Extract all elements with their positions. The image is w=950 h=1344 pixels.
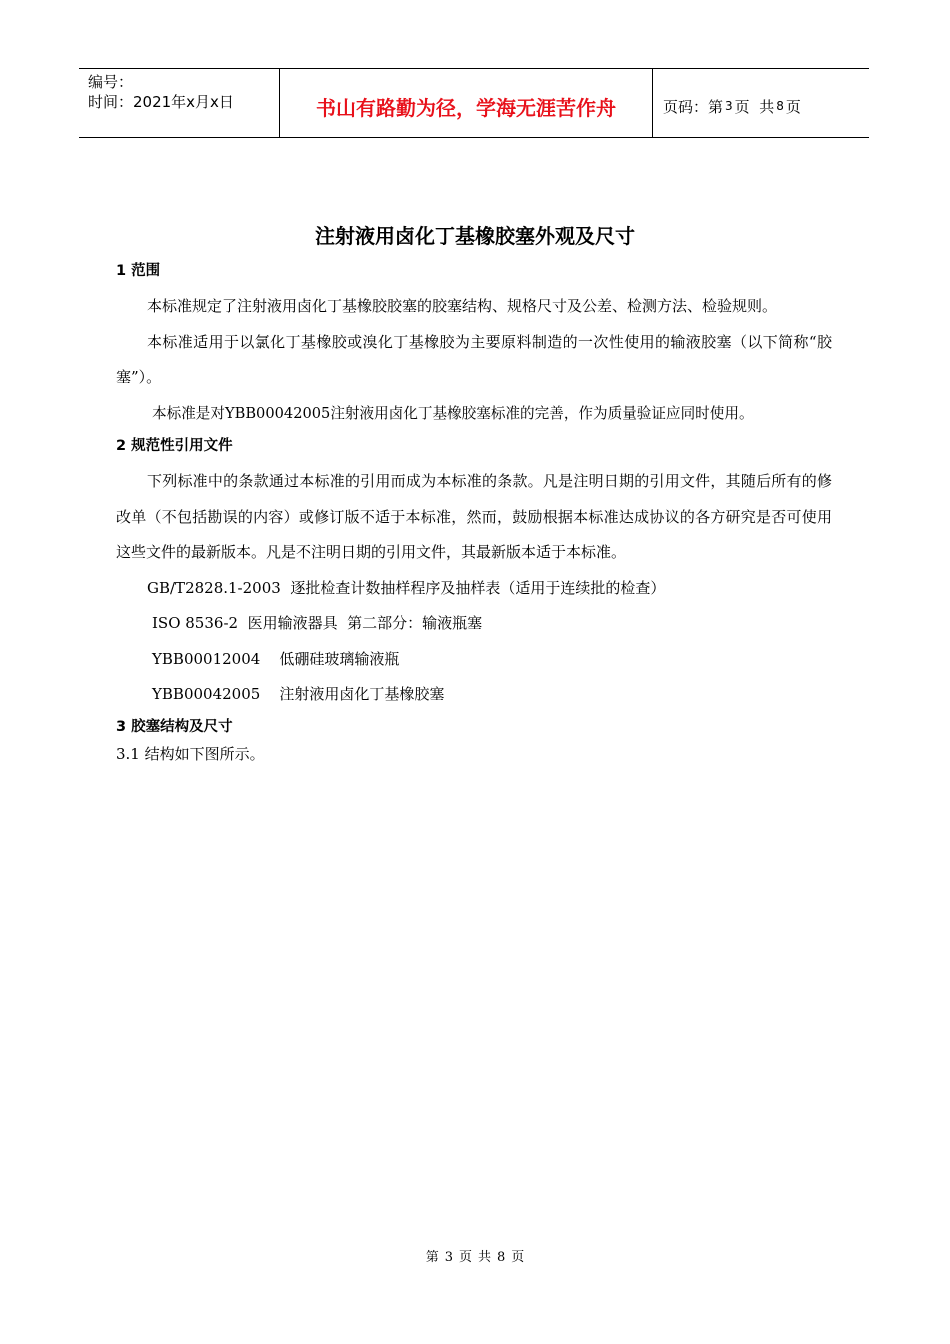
page-current: 3: [725, 99, 733, 113]
doc-time-label: 时间：2021年x月x日: [88, 93, 234, 111]
paragraph: 下列标准中的条款通过本标准的引用而成为本标准的条款。凡是注明日期的引用文件，其随后所有的修改单（不包括勘误的内容）或修订版不适于本标准，然而，鼓励根据本标准达成协议的各方研究是否可使用这些文件的最新版本。凡是不注明日期的引用文件，其最新版本适于本标准。: [116, 472, 832, 561]
section-heading-references: 2 规范性引用文件: [116, 438, 233, 454]
paragraph: 3.1 结构如下图所示。: [116, 744, 265, 763]
section-heading-scope: 1 范围: [116, 263, 161, 279]
paragraph: 本标准适用于以氯化丁基橡胶或溴化丁基橡胶为主要原料制造的一次性使用的输液胶塞（以下简称“胶塞”）。: [116, 332, 832, 386]
paragraph: 本标准规定了注射液用卤化丁基橡胶胶塞的胶塞结构、规格尺寸及公差、检测方法、检验规则。: [147, 297, 778, 315]
reference-item: GB/T2828.1-2003 逐批检查计数抽样程序及抽样表（适用于连续批的检查）: [147, 578, 666, 597]
document-title: 注射液用卤化丁基橡胶塞外观及尺寸: [315, 224, 635, 248]
paragraph: 本标准是对YBB00042005注射液用卤化丁基橡胶塞标准的完善，作为质量验证应同时使用。: [152, 404, 754, 422]
footer-word: 第: [425, 1250, 439, 1265]
page-suffix: 页: [785, 97, 801, 116]
page-total: 8: [776, 99, 784, 113]
footer-word: 页: [511, 1250, 525, 1265]
footer-current-page: 3: [444, 1250, 453, 1265]
header-page-info: [653, 69, 869, 137]
page-prefix: 页码：第: [663, 97, 724, 116]
doc-number-label: 编号：: [88, 73, 134, 91]
reference-item: YBB00042005 注射液用卤化丁基橡胶塞: [152, 685, 445, 703]
footer-word: 共: [478, 1250, 492, 1265]
section-heading-structure: 3 胶塞结构及尺寸: [116, 718, 233, 735]
page-mid: 页 共: [734, 97, 775, 116]
document-body: [116, 259, 832, 769]
reference-item: YBB00012004 低硼硅玻璃输液瓶: [152, 649, 400, 668]
page-footer: [0, 1246, 950, 1265]
page-header: [79, 68, 869, 138]
footer-word: 页: [458, 1250, 472, 1265]
header-motto: 书山有路勤为径，学海无涯苦作舟: [280, 69, 653, 137]
header-meta: [79, 69, 280, 137]
reference-item: ISO 8536-2 医用输液器具 第二部分：输液瓶塞: [152, 614, 483, 632]
footer-total-pages: 8: [497, 1250, 506, 1265]
